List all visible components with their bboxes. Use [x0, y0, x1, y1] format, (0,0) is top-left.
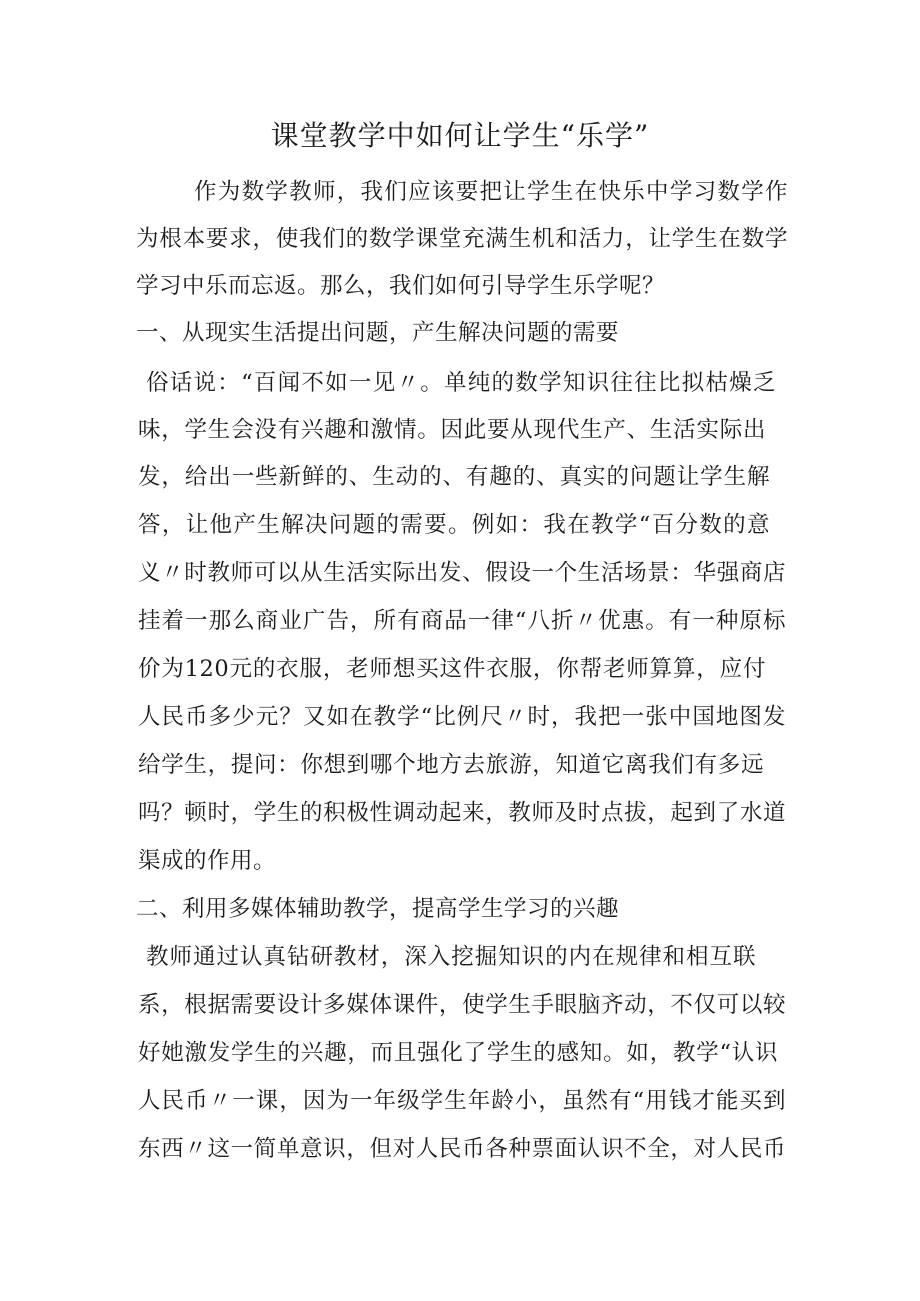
- section-heading: 二、利用多媒体辅助教学，提高学生学习的兴趣: [136, 896, 620, 922]
- paragraph-line: 渠成的作用。: [138, 848, 277, 874]
- paragraph-line: 发，给出一些新鲜的、生动的、有趣的、真实的问题让学生解: [138, 464, 770, 490]
- paragraph-line: 挂着一那么商业广告，所有商品一律“八折〃优惠。有一种原标: [138, 608, 786, 634]
- paragraph-line: 价为120元的衣服，老师想买这件衣服，你帮老师算算，应付: [138, 656, 766, 682]
- paragraph-line: 系，根据需要设计多媒体课件，使学生手眼脑齐动，不仅可以较: [138, 992, 786, 1018]
- paragraph-line: 俗话说：“百闻不如一见〃。单纯的数学知识往往比拟枯燥乏: [146, 370, 776, 396]
- page-title: 课堂教学中如何让学生“乐学”: [270, 119, 650, 152]
- paragraph-line: 味，学生会没有兴趣和激情。因此要从现代生产、生活实际出: [138, 417, 766, 443]
- paragraph-line: 学习中乐而忘返。那么，我们如何引导学生乐学呢？: [136, 273, 666, 299]
- paragraph-line: 东西〃这一简单意识，但对人民币各种票面认识不全，对人民币: [138, 1136, 786, 1162]
- paragraph-line: 人民币〃一课，因为一年级学生年龄小，虽然有“用钱才能买到: [138, 1088, 786, 1114]
- paragraph-line: 义〃时教师可以从生活实际出发、假设一个生活场景：华强商店: [138, 560, 786, 586]
- paragraph-line: 作为数学教师，我们应该要把让学生在快乐中学习数学作: [194, 179, 788, 205]
- paragraph-line: 为根本要求，使我们的数学课堂充满生机和活力，让学生在数学: [136, 226, 788, 252]
- paragraph-line: 答，让他产生解决问题的需要。例如：我在教学“百分数的意: [138, 512, 770, 538]
- paragraph-line: 给学生，提问：你想到哪个地方去旅游，知道它离我们有多远: [138, 752, 764, 778]
- paragraph-line: 人民币多少元？又如在教学“比例尺〃时，我把一张中国地图发: [138, 704, 786, 730]
- paragraph-line: 好她激发学生的兴趣，而且强化了学生的感知。如，教学“认识: [138, 1040, 778, 1066]
- paragraph-line: 教师通过认真钻研教材，深入挖掘知识的内在规律和相互联: [146, 944, 756, 970]
- section-heading: 一、从现实生活提出问题，产生解决问题的需要: [136, 320, 620, 346]
- paragraph-line: 吗？顿时，学生的积极性调动起来，教师及时点拔，起到了水道: [138, 800, 786, 826]
